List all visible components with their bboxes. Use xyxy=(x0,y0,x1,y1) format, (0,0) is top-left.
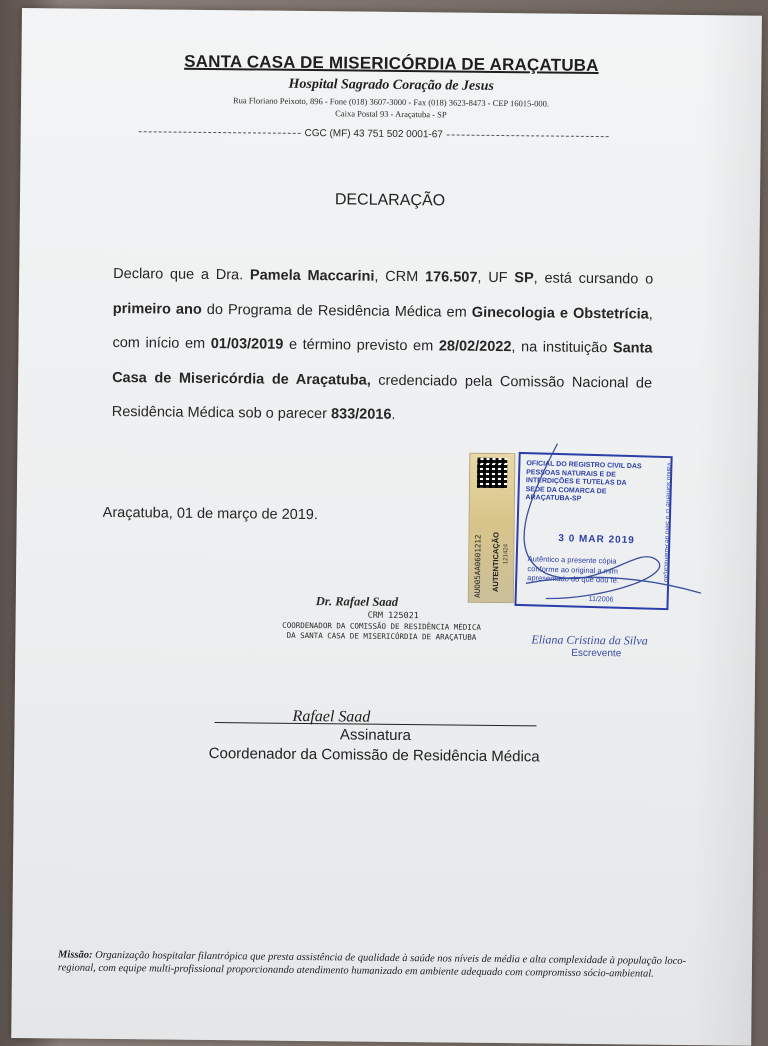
cgc-rule-right xyxy=(447,134,609,137)
stamp-side-text: Válido somente c/ o Selo de Autenticação xyxy=(662,461,673,583)
cgc-rule-left xyxy=(139,131,301,134)
signatory-name: Dr. Rafael Saad xyxy=(315,594,399,609)
body-text: , UF xyxy=(477,269,515,287)
document-page xyxy=(11,8,762,1046)
seal-code: AUO05AA0601212 xyxy=(472,534,483,598)
signature-role: Coordenador da Comissão de Residência Médica xyxy=(208,744,540,766)
stamp-header: OFICIAL DO REGISTRO CIVIL DAS PESSOAS NATURAIS E DE INTERDIÇÕES E TUTELAS DA SEDE DA COMARCA DE ARAÇATUBA-SP xyxy=(525,460,642,503)
cgc-line xyxy=(139,126,609,142)
resident-uf: SP xyxy=(514,270,534,287)
resident-name: Pamela Maccarini xyxy=(249,267,375,285)
body-text: Declaro que a Dra. xyxy=(113,265,251,284)
signature-label: Assinatura xyxy=(339,726,411,745)
body-text: do Programa de Residência Médica em xyxy=(201,301,472,321)
body-text: , está cursando o xyxy=(533,270,654,288)
seal-number: 121424 xyxy=(503,544,510,565)
seal-word: AUTENTICAÇÃO xyxy=(490,531,501,593)
stamp-code: 11/2006 xyxy=(588,595,614,604)
document-title: DECLARAÇÃO xyxy=(334,191,446,210)
place-date: Araçatuba, 01 de março de 2019. xyxy=(102,504,319,524)
clerk-name: Eliana Cristina da Silva xyxy=(531,632,648,648)
body-text: , CRM xyxy=(374,268,426,286)
notary-signature-scribble xyxy=(486,423,718,625)
resident-crm: 176.507 xyxy=(424,269,478,286)
specialty: Ginecologia e Obstetrícia xyxy=(471,304,649,323)
cgc-number: CGC (MF) 43 751 502 0001-67 xyxy=(304,127,443,141)
mission-label: Missão: xyxy=(58,949,93,961)
body-text: , na instituição xyxy=(511,339,614,357)
declaration-body xyxy=(112,257,654,435)
end-date: 28/02/2022 xyxy=(438,338,512,356)
stamp-text: Autêntico a presente cópia conforme ao original a mim apresentado do que dou fé. xyxy=(527,554,620,585)
signatory-crm: CRM 125021 xyxy=(367,610,419,622)
body-text: , com início em xyxy=(112,306,653,352)
clerk-role: Escrevente xyxy=(571,647,622,660)
institution-ref: Santa Casa de Misericórdia de Araçatuba, xyxy=(112,340,653,389)
body-text: e término previsto em xyxy=(283,336,439,355)
mission-footer xyxy=(58,948,698,981)
parecer-number: 833/2016 xyxy=(330,406,392,423)
address-line-1: Rua Floriano Peixoto, 896 - Fone (018) 3607-3000 - Fax (018) 3623-8473 - CEP 16015-000. xyxy=(232,95,550,109)
stamp-date: 3 0 MAR 2019 xyxy=(558,533,635,547)
mission-text: Organização hospitalar filantrópica que presta assistência de qualidade à saúde nos níveis de média e alta complexidade à população loco-regional, com equipe multi-profissional proporcionando atendimento humanizado em ambiente adequado com compromisso sócio-ambiental. xyxy=(57,949,687,980)
address-line-2: Caixa Postal 93 - Araçatuba - SP xyxy=(335,108,447,120)
institution-title: SANTA CASA DE MISERICÓRDIA DE ARAÇATUBA xyxy=(184,51,599,76)
body-text: . xyxy=(391,406,396,423)
body-text: credenciado pela Comissão Nacional de Residência Médica sob o parecer xyxy=(111,372,653,423)
signatory-role: COORDENADOR DA COMISSÃO DE RESIDÊNCIA MÉDICA DA SANTA CASA DE MISERICÓRDIA DE ARAÇATUBA xyxy=(282,620,481,642)
residency-year: primeiro ano xyxy=(112,300,202,318)
hospital-name: Hospital Sagrado Coração de Jesus xyxy=(288,76,494,94)
start-date: 01/03/2019 xyxy=(210,335,284,353)
handwritten-signature-text: Rafael Saad xyxy=(292,707,371,726)
